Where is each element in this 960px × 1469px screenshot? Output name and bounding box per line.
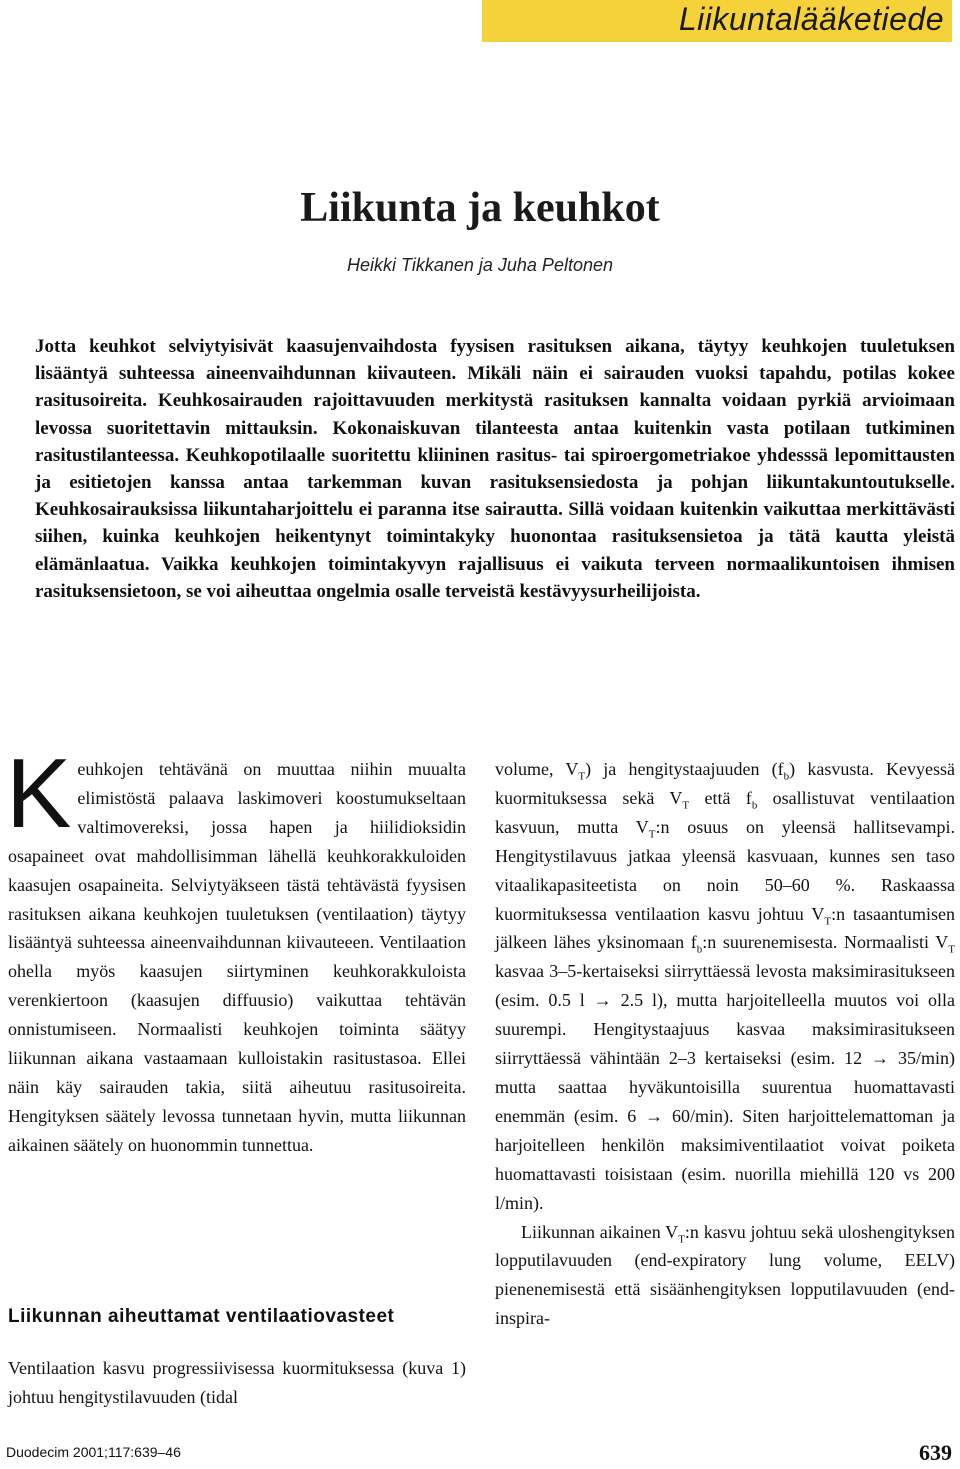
section-header: [482, 0, 952, 42]
subscript: T: [678, 1233, 685, 1246]
text-run: ) ja hengitystaajuuden (f: [585, 759, 784, 779]
text-run: että f: [689, 787, 752, 808]
subscript: T: [682, 799, 690, 812]
subscript: T: [948, 944, 956, 957]
right-paragraph-1: [495, 755, 955, 1218]
intro-paragraph: euhkojen tehtävänä on muuttaa niihin muualta elimistöstä palaava laskimoveri koostumukseltaan valtimovereksi, jossa hapen ja hiilidioksidin osapaineet ovat mahdollisimman lähellä keuhkorakkuloiden kaasujen osapaineita. Selviytyäkseen tästä tehtävästä fyysisen rasituksen aikana keuhkojen tuuletuksen (ventilaation) täytyy lisääntyä suhteessa aineenvaihdunnan kiivauteeen. Ventilaation ohella myös kaasujen siirtyminen keuhkorakkuloista verenkiertoon (kaasujen diffuusio) vaikuttaa tehtävän onnistumiseen. Normaalisti keuhkojen toiminta säätyy liikunnan aikana vastaamaan kulloistakin rasitustasoa. Ellei näin käy sairauden takia, siitä aiheutuu rasitusoireita. Hengityksen säätely levossa tunnetaan hyvin, mutta liikunnan aikainen säätely on huonommin tunnettua.: [8, 759, 466, 1155]
text-run: :n tasaantumisen jälkeen lähes yksinomaan f: [495, 903, 955, 953]
text-run: osallistuvat ventilaation kasvuun, mutta V: [495, 787, 955, 837]
subscript: b: [696, 944, 703, 957]
left-column: [6, 738, 466, 1160]
article-abstract: Jotta keuhkot selviytyisivät kaasujenvaihdosta fyysisen rasituksen aikana, täytyy keuhkojen tuuletuksen lisääntyä suhteessa aineenvaihdunnan kiivauteen. Mikäli näin ei sairauden vuoksi tapahdu, potilas kokee rasitusoireita. Keuhkosairauden rajoittavuuden merkitystä rasituksen kannalta voidaan pyrkiä arvioimaan levossa suoritettavin mittauksin. Kokonaiskuvan tilanteesta antaa kuitenkin vasta potilaan tutkiminen rasitustilanteessa. Keuhkopotilaalle suoritettu kliininen rasitus- tai spiroergometriakoe yhdesssä lepomittausten ja esitietojen kanssa antaa tarkemman kuvan rasituksensiedosta ja pohjan liikuntakuntoutukselle. Keuhkosairauksissa liikuntaharjoittelu ei paranna itse sairautta. Sillä voidaan kuitenkin vaikuttaa merkittävästi siihen, kuinka keuhkojen heikentynyt toimintakyky huonontaa rasituksensietoa ja tätä kautta yleistä elämänlaatua. Vaikka keuhkojen toimintakyvyn rajallisuus ei vaikuta terveen normaalikuntoisen ihmisen rasituksensietoon, se voi aiheuttaa ongelmia osalle terveistä kestävyysurheilijoista.: [35, 336, 955, 602]
subscript: b: [783, 770, 790, 783]
section-label: Liikuntalääketiede: [678, 1, 944, 37]
text-run: :n suurenemisesta. Normaalisti V: [702, 932, 949, 953]
subscript: T: [648, 828, 656, 841]
subscript: b: [751, 799, 758, 812]
ventilation-paragraph: Ventilaation kasvu progressiivisessa kuormituksessa (kuva 1) johtuu hengitystilavuuden (tidal: [8, 1358, 466, 1407]
section-subheading: Liikunnan aiheuttamat ventilaatiovasteet: [8, 1306, 395, 1327]
text-run: :n kasvu johtuu sekä uloshengityksen lopputilavuuden (end-expiratory lung volume, EELV) pienenemisestä että sisäänhengityksen lopputilavuuden (end-inspira-: [495, 1221, 955, 1329]
right-paragraph-2: [495, 1218, 955, 1334]
drop-cap: K: [6, 738, 72, 848]
text-run: ) kasvusta. Kevyessä kuormituksessa sekä V: [495, 759, 955, 808]
text-run: kasvaa 3–5-kertaiseksi siirryttäessä levosta maksimirasitukseen (esim. 0.5 l → 2.5 l), mutta harjoitelleella muutos voi olla suurempi. Hengitystaajuus kasvaa maksimirasitukseen siirryttäessä vähintään 2–3 kertaiseksi (esim. 12 → 35/min) mutta saattaa hyväkuntoisilla suurentua huomattavasti enemmän (esim. 6 → 60/min). Siten harjoittelemattoman ja harjoitelleen henkilön maksimiventilaatiot voivat poiketa huomattavasti toisistaan (esim. nuorilla miehillä 120 vs 200 l/min).: [495, 961, 955, 1213]
article-title: Liikunta ja keuhkot: [300, 185, 660, 231]
subscript: T: [578, 770, 586, 783]
text-run: Liikunnan aikainen V: [521, 1221, 679, 1242]
subscript: T: [824, 915, 832, 928]
text-run: volume, V: [495, 759, 579, 779]
article-authors: Heikki Tikkanen ja Juha Peltonen: [347, 255, 613, 275]
right-column: [495, 755, 955, 1333]
text-run: :n osuus on yleensä hallitsevampi. Hengitystilavuus jatkaa yleensä kasvuaan, kunnes sen taso vitaalikapasiteetista on noin 50–60 %. Raskaassa kuormituksessa ventilaation kasvu johtuu V: [495, 816, 955, 924]
journal-citation: Duodecim 2001;117:639–46: [6, 1444, 181, 1460]
page-number: 639: [919, 1440, 952, 1465]
